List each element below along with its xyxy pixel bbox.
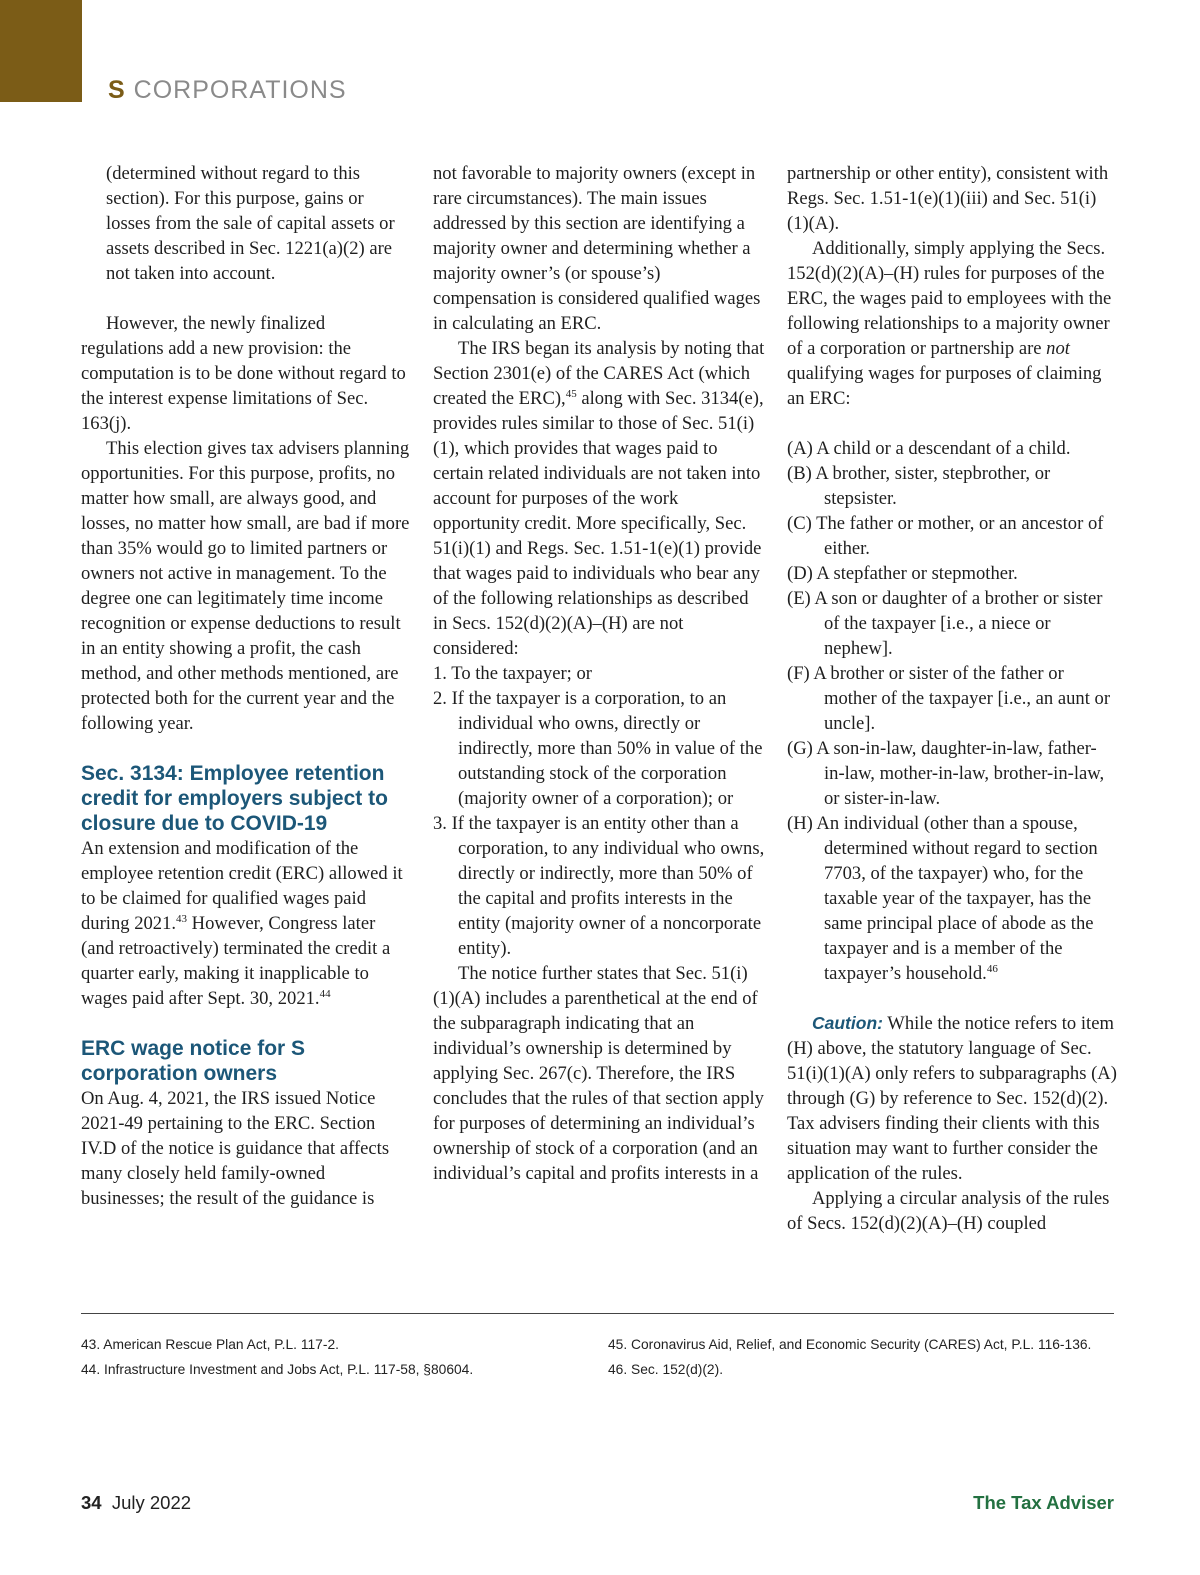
paragraph-notice-further: The notice further states that Sec. 51(i)(1)(A) includes a parenthetical at the end of the subparagraph indicating that an individual’s ownership is determined by applying Sec. 267(c). Therefore, the IRS concludes that the rules of that section apply for purposes of determining an individual’s ownership of stock of a corporation (and an individual’s capital and profits interests in a (433, 963, 764, 1184)
emphasis-not: not (1046, 338, 1070, 359)
section-word: CORPORATIONS (133, 76, 347, 104)
page-number: 34 (81, 1492, 102, 1513)
heading-sec-3134: Sec. 3134: Employee retention credit for employers subject to closure due to COVID-19 (81, 762, 388, 835)
relationship-item-f: (F) A brother or sister of the father or mother of the taxpayer [i.e., an aunt or uncle]. (787, 663, 1111, 734)
paragraph-extension: An extension and modification of the employee retention credit (ERC) allowed it to be claimed for qualified wages paid during 2021.43 However, Congress later (and retroactively) terminated the credit a quarter early, making it inapplicable to wages paid after Sept. 30, 2021.44 (81, 838, 403, 1009)
relationship-item-a: (A) A child or a descendant of a child. (787, 438, 1071, 459)
paragraph-majority-owners: not favorable to majority owners (except in rare circumstances). The main issues addressed by this section are identifying a majority owner and determining whether a majority owner’s (or spouse’s) compensation is considered qualified wages in calculating an ERC. (433, 163, 761, 334)
section-header (108, 76, 347, 105)
relationship-item-g: (G) A son-in-law, daughter-in-law, father-in-law, mother-in-law, brother-in-law, or sister-in-law. (787, 738, 1105, 809)
paragraph-aug-notice: On Aug. 4, 2021, the IRS issued Notice 2021-49 pertaining to the ERC. Section IV.D of the notice is guidance that affects many closely held family-owned businesses; the result of the guidance is (81, 1088, 390, 1209)
caution-label: Caution: (812, 1013, 883, 1033)
issue-date: July 2022 (111, 1492, 192, 1513)
footnote-45: 45. Coronavirus Aid, Relief, and Economic Security (CARES) Act, P.L. 116-136. (608, 1337, 1092, 1352)
paragraph-election: This election gives tax advisers planning opportunities. For this purpose, profits, no matter how small, are always good, and losses, no matter how small, are bad if more than 35% would go to limited partners or owners not active in management. To the degree one can legitimately time income recognition or expense deductions to result in an entity showing a profit, the cash method, and other methods mentioned, are protected both for the current year and the following year. (81, 438, 410, 734)
paragraph-caution: Caution: While the notice refers to item (H) above, the statutory language of Sec. 51(i)(1)(A) only refers to subparagraphs (A) through (G) by reference to Sec. 152(d)(2). Tax advisers finding their clients with this situation may want to further consider the application of the rules. (787, 1013, 1117, 1184)
footnote-ref-43[interactable]: 43 (176, 912, 188, 925)
column-3 (787, 161, 1117, 1236)
paragraph-partnership: partnership or other entity), consistent with Regs. Sec. 1.51-1(e)(1)(iii) and Sec. 51(i)(1)(A). (787, 163, 1109, 234)
paragraph-additionally: Additionally, simply applying the Secs. 152(d)(2)(A)–(H) rules for purposes of the ERC, the wages paid to employees with the following relationships to a majority owner of a corporation or partnership are not qualifying wages for purposes of claiming an ERC: (787, 238, 1112, 409)
footnote-divider (81, 1313, 1114, 1314)
footnote-43: 43. American Rescue Plan Act, P.L. 117-2. (81, 1337, 339, 1352)
section-letter: S (108, 76, 126, 104)
footnotes-left (81, 1332, 473, 1382)
footnote-46: 46. Sec. 152(d)(2). (608, 1362, 724, 1377)
column-1 (81, 161, 411, 1211)
paragraph-however: However, the newly finalized regulations add a new provision: the computation is to be done without regard to the interest expense limitations of Sec. 163(j). (81, 313, 406, 434)
relationship-item-h: (H) An individual (other than a spouse, determined without regard to section 7703, of the taxpayer) who, for the taxable year of the taxpayer, has the same principal place of abode as the taxpayer and is a member of the taxpayer’s household.$^{46}$ (787, 813, 1098, 984)
list-item: 3. If the taxpayer is an entity other than a corporation, to any individual who owns, directly or indirectly, more than 50% of the capital and profits interests in the entity (majority owner of a noncorporate entity). (433, 813, 765, 959)
relationship-item-c: (C) The father or mother, or an ancestor of either. (787, 513, 1104, 559)
paragraph-irs-analysis: The IRS began its analysis by noting that Section 2301(e) of the CARES Act (which created the ERC),$^{45}$ along with Sec. 3134(e), provides rules similar to those of Sec. 51(i)(1), which provides that wages paid to certain related individuals are not taken into account for purposes of the work opportunity credit. More specifically, Sec. 51(i)(1) and Regs. Sec. 1.51-1(e)(1) provide that wages paid to individuals who bear any of the following relationships as described in Secs. 152(d)(2)(A)–(H) are not considered: (433, 338, 765, 659)
paragraph-intro: (determined without regard to this section). For this purpose, gains or losses from the sale of capital assets or assets described in Sec. 1221(a)(2) are not taken into account. (106, 163, 395, 284)
relationship-item-b: (B) A brother, sister, stepbrother, or stepsister. (787, 463, 1051, 509)
relationship-item-e: (E) A son or daughter of a brother or sister of the taxpayer [i.e., a niece or nephew]. (787, 588, 1103, 659)
heading-erc-wage-notice: ERC wage notice for S corporation owners (81, 1037, 306, 1085)
list-item: 2. If the taxpayer is a corporation, to an individual who owns, directly or indirectly, more than 50% in value of the outstanding stock of the corporation (majority owner of a corporation); or (433, 688, 763, 809)
footnote-ref-46[interactable]: 46 (986, 962, 998, 975)
footnotes-right (608, 1332, 1091, 1382)
corner-color-block (0, 0, 82, 102)
list-item: 1. To the taxpayer; or (433, 663, 592, 684)
paragraph-applying: Applying a circular analysis of the rules of Secs. 152(d)(2)(A)–(H) coupled (787, 1188, 1110, 1234)
footnote-44: 44. Infrastructure Investment and Jobs Act, P.L. 117-58, §80604. (81, 1362, 474, 1377)
relationship-item-d: (D) A stepfather or stepmother. (787, 563, 1018, 584)
footnote-ref-45[interactable]: 45 (565, 387, 577, 400)
publication-name: The Tax Adviser (973, 1492, 1114, 1513)
footnote-ref-44[interactable]: 44 (319, 987, 331, 1000)
page-footer (81, 1492, 191, 1514)
column-2 (433, 161, 765, 1186)
